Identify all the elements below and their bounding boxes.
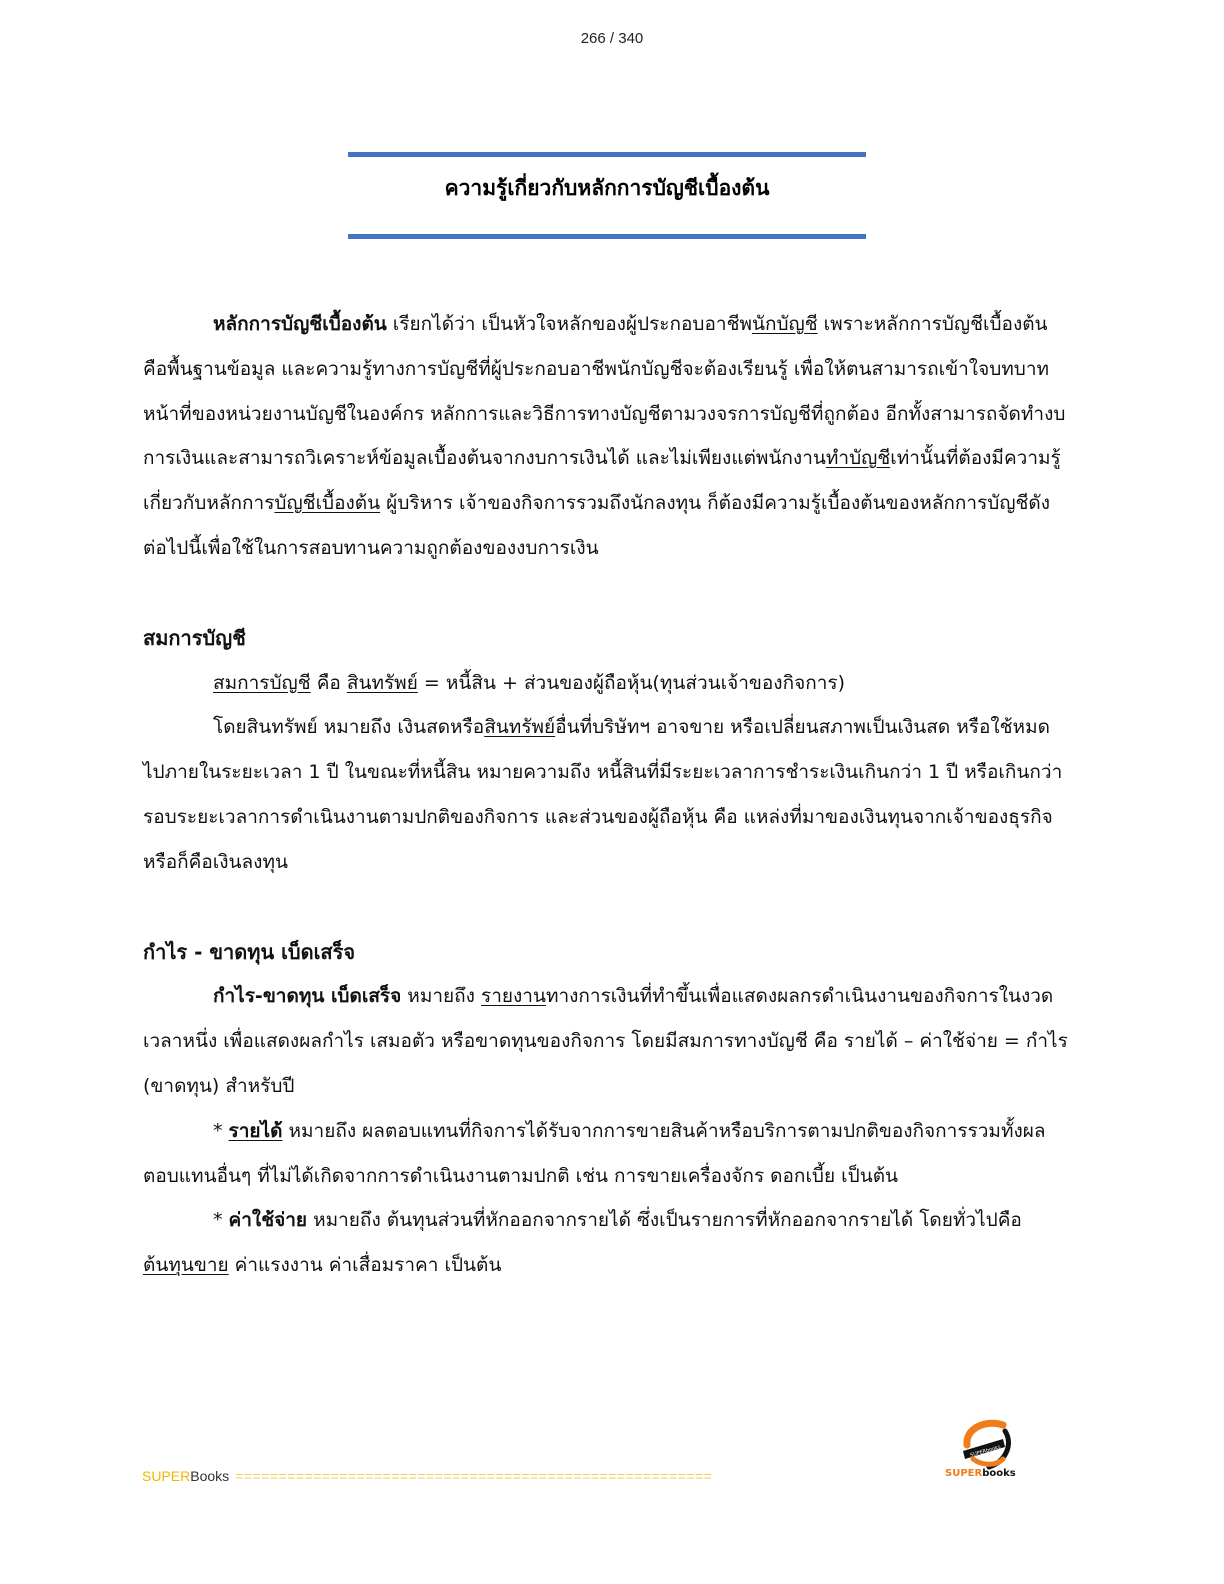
equation-line	[143, 661, 1068, 706]
link-accountant[interactable]: นักบัญชี	[752, 313, 818, 335]
intro-text: เท่านั้นที่ต้องมีความรู้เกี่ยวกับหลักการ	[143, 447, 1061, 515]
expense-text: ค่าแรงงาน ค่าเสื่อมราคา เป็นต้น	[228, 1254, 502, 1277]
assets-text: อื่นที่บริษัทฯ อาจขาย หรือเปลี่ยนสภาพเป็นเงินสด หรือใช้หมดไปภายในระยะเวลา 1 ปี ในขณะที่หนี้สิน หมายความถึง หนี้สินที่มีระยะเวลาการชำระเงินเกินกว่า 1 ปี หรือเกินกว่ารอบระยะเวลาการดำเนินงานตามปกติของกิจการ และส่วนของผู้ถือหุ้น คือ แหล่งที่มาของเงินทุนจากเจ้าของธุรกิจ หรือก็คือเงินลงทุน	[143, 716, 1063, 873]
revenue-text: หมายถึง ผลตอบแทนที่กิจการได้รับจากการขายสินค้าหรือบริการตามปกติของกิจการรวมทั้งผลตอบแทนอื่นๆ ที่ไม่ได้เกิดจากการดำเนินงานตามปกติ เช่น การขายเครื่องจักร ดอกเบี้ย เป็นต้น	[143, 1119, 1046, 1187]
intro-paragraph	[143, 302, 1068, 571]
page-title: ความรู้เกี่ยวกับหลักการบัญชีเบื้องต้น	[444, 176, 770, 200]
link-assets-2[interactable]: สินทรัพย์	[484, 716, 556, 739]
intro-bold-lead: หลักการบัญชีเบื้องต้น	[213, 313, 387, 335]
footer-divider: =======================================================	[235, 1468, 713, 1484]
link-basic-accounting[interactable]: บัญชีเบื้องต้น	[274, 492, 381, 515]
income-bold-lead: กำไร-ขาดทุน เบ็ดเสร็จ	[213, 985, 402, 1008]
intro-text: เพราะหลักการบัญชีเบื้องต้นคือพื้นฐานข้อมูล และความรู้ทางการบัญชีที่ผู้ประกอบอาชีพนักบัญชีจะต้องเรียนรู้ เพื่อให้ตนสามารถเข้าใจบทบาทหน้าที่ของหน่วยงานบัญชีในองค์กร หลักการและวิธีการทางบัญชีตามวงจรการบัญชีที่ถูกต้อง อีกทั้งสามารถจัดทำงบการเงินและสามารถวิเคราะห์ข้อมูลเบื้องต้นจากงบการเงินได้ และไม่เพียงแต่พนักงาน	[143, 313, 1066, 470]
title-rule-bottom	[348, 234, 866, 239]
page-number: 266 / 340	[580, 30, 644, 47]
spacer	[143, 885, 1068, 930]
revenue-paragraph	[143, 1109, 1068, 1199]
link-cost-of-sales[interactable]: ต้นทุนขาย	[143, 1254, 229, 1277]
equation-text: = หนี้สิน + ส่วนของผู้ถือหุ้น(ทุนส่วนเจ้าของกิจการ)	[417, 671, 846, 694]
expense-term: ค่าใช้จ่าย	[228, 1209, 308, 1232]
footer-brand-books: Books	[190, 1468, 230, 1484]
footer-brand	[142, 1468, 712, 1484]
section-heading-comprehensive-income: กำไร - ขาดทุน เบ็ดเสร็จ	[143, 939, 356, 964]
income-definition-paragraph	[143, 974, 1068, 1108]
expense-text: หมายถึง ต้นทุนส่วนที่หักออกจากรายได้ ซึ่งเป็นรายการที่หักออกจากรายได้ โดยทั่วไปคือ	[307, 1209, 1022, 1232]
spacer	[143, 571, 1068, 616]
document-body	[143, 302, 1068, 1288]
equation-text: คือ	[310, 671, 347, 694]
intro-text: ผู้บริหาร เจ้าของกิจการรวมถึงนักลงทุน ก็ต้องมีความรู้เบื้องต้นของหลักการบัญชีดังต่อไปนี้เพื่อใช้ในการสอบทานความถูกต้องของงบการเงิน	[143, 492, 1051, 559]
section-heading-accounting-equation: สมการบัญชี	[143, 625, 246, 650]
intro-text: เรียกได้ว่า เป็นหัวใจหลักของผู้ประกอบอาชีพ	[386, 313, 752, 335]
assets-paragraph	[143, 705, 1068, 884]
logo-wordmark	[945, 1468, 1016, 1479]
logo-super: SUPER	[945, 1468, 983, 1479]
income-text: ทางการเงินที่ทำขึ้นเพื่อแสดงผลกรดำเนินงานของกิจการในงวดเวลาหนึ่ง เพื่อแสดงผลกำไร เสมอตัว หรือขาดทุนของกิจการ โดยมีสมการทางบัญชี คือ รายได้ – ค่าใช้จ่าย = กำไร (ขาดทุน) สำหรับปี	[143, 985, 1068, 1097]
title-rule-top	[348, 152, 866, 157]
income-text: หมายถึง	[401, 985, 481, 1008]
link-report[interactable]: รายงาน	[480, 985, 546, 1008]
assets-text: โดยสินทรัพย์ หมายถึง เงินสดหรือ	[213, 716, 485, 739]
link-assets[interactable]: สินทรัพย์	[346, 671, 418, 694]
expense-paragraph	[143, 1198, 1068, 1288]
footer-brand-super: SUPER	[142, 1468, 191, 1484]
bullet-asterisk: *	[213, 1119, 229, 1142]
logo-books: books	[982, 1468, 1016, 1479]
link-accounting-equation[interactable]: สมการบัญชี	[213, 671, 311, 694]
svg-text:SUPERbooks: SUPERbooks	[969, 1444, 1002, 1459]
revenue-term: รายได้	[228, 1119, 283, 1142]
link-bookkeeping[interactable]: ทำบัญชี	[825, 447, 891, 470]
bullet-asterisk: *	[213, 1209, 229, 1232]
